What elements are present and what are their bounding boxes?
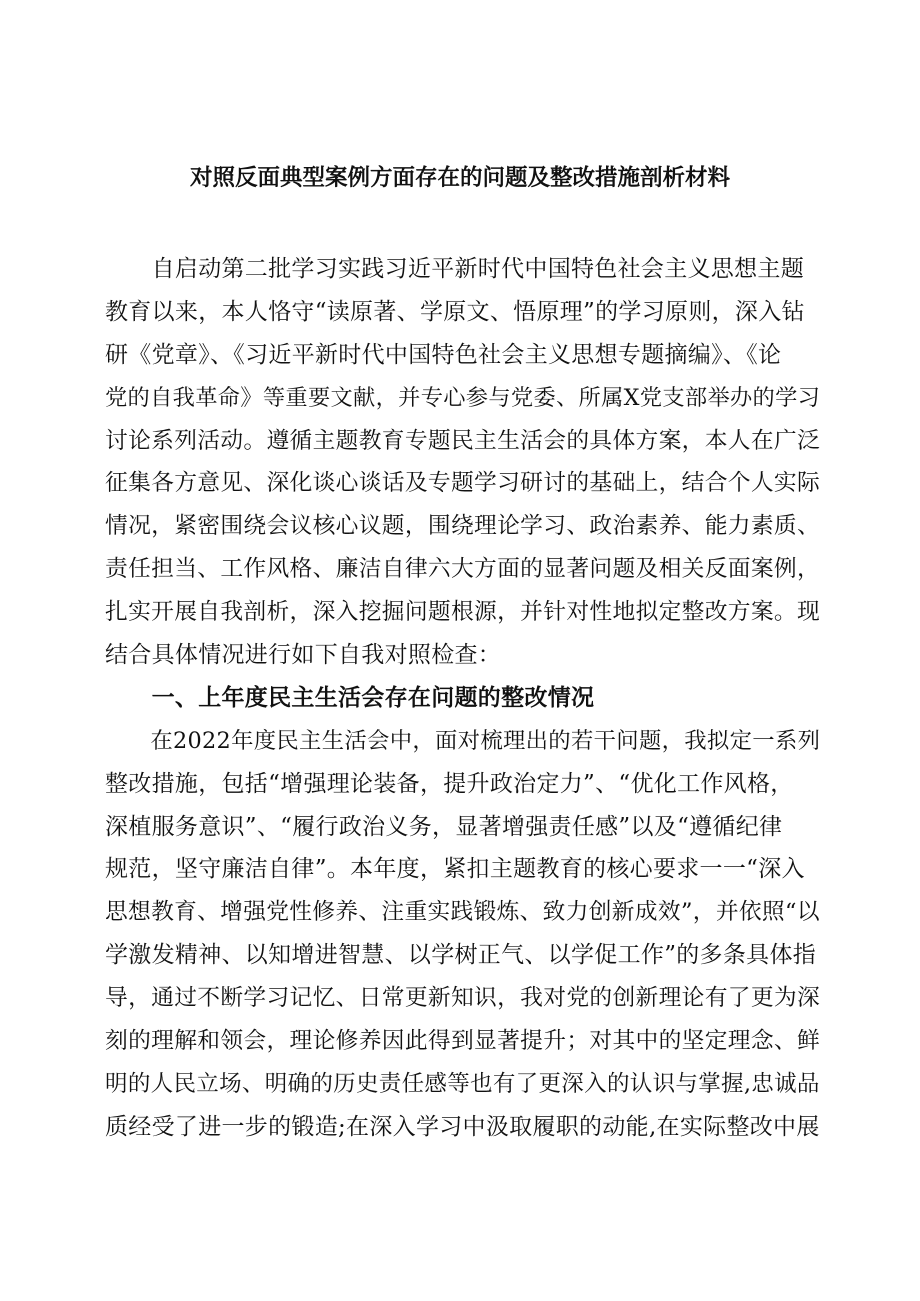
section-heading: 一、上年度民主生活会存在问题的整改情况 xyxy=(105,683,595,711)
paragraph-line: 刻的理解和领会，理论修养因此得到显著提升；对其中的坚定理念、鲜 xyxy=(105,1028,821,1055)
paragraph-line: 党的自我革命》等重要文献，并专心参与党委、所属X党支部举办的学习 xyxy=(105,384,821,411)
paragraph-line: 思想教育、增强党性修养、注重实践锻炼、致力创新成效”，并依照“以 xyxy=(105,899,820,926)
paragraph-line: 规范，坚守廉洁自律”。本年度，紧扣主题教育的核心要求一一“深入 xyxy=(105,856,805,883)
paragraph-line: 研《党章》、《习近平新时代中国特色社会主义思想专题摘编》、《论 xyxy=(105,341,782,368)
paragraph-line: 学激发精神、以知增进智慧、以学树正气、以学促工作”的多条具体指 xyxy=(105,942,817,969)
paragraph-line: 自启动第二批学习实践习近平新时代中国特色社会主义思想主题 xyxy=(105,256,804,282)
paragraph-line: 结合具体情况进行如下自我对照检查： xyxy=(105,642,502,669)
paragraph-line: 扎实开展自我剖析，深入挖掘问题根源，并针对性地拟定整改方案。现 xyxy=(105,599,821,626)
paragraph-line: 深植服务意识”、“履行政治义务，显著增强责任感”以及“遵循纪律 xyxy=(105,813,783,840)
paragraph-line: 质经受了进一步的锻造;在深入学习中汲取履职的动能,在实际整改中展 xyxy=(105,1113,820,1140)
paragraph-line: 整改措施，包括“增强理论装备，提升政治定力”、“优化工作风格， xyxy=(105,770,794,797)
paragraph-line: 征集各方意见、深化谈心谈话及专题学习研讨的基础上，结合个人实际 xyxy=(105,470,821,497)
paragraph-line: 讨论系列活动。遵循主题教育专题民主生活会的具体方案，本人在广泛 xyxy=(105,427,821,454)
document-body xyxy=(105,248,825,1149)
paragraph-line: 在2022年度民主生活会中，面对梳理出的若干问题，我拟定一系列 xyxy=(105,727,821,754)
paragraph-line: 情况，紧密围绕会议核心议题，围绕理论学习、政治素养、能力素质、 xyxy=(105,513,821,540)
paragraph-line: 责任担当、工作风格、廉洁自律六大方面的显著问题及相关反面案例， xyxy=(105,556,821,583)
paragraph-line: 教育以来，本人恪守“读原著、学原文、悟原理”的学习原则，深入钻 xyxy=(105,298,805,325)
paragraph-line: 导，通过不断学习记忆、日常更新知识，我对党的创新理论有了更为深 xyxy=(105,985,821,1012)
paragraph-line: 明的人民立场、明确的历史责任感等也有了更深入的认识与掌握,忠诚品 xyxy=(105,1070,820,1097)
document-title: 对照反面典型案例方面存在的问题及整改措施剖析材料 xyxy=(189,165,730,191)
